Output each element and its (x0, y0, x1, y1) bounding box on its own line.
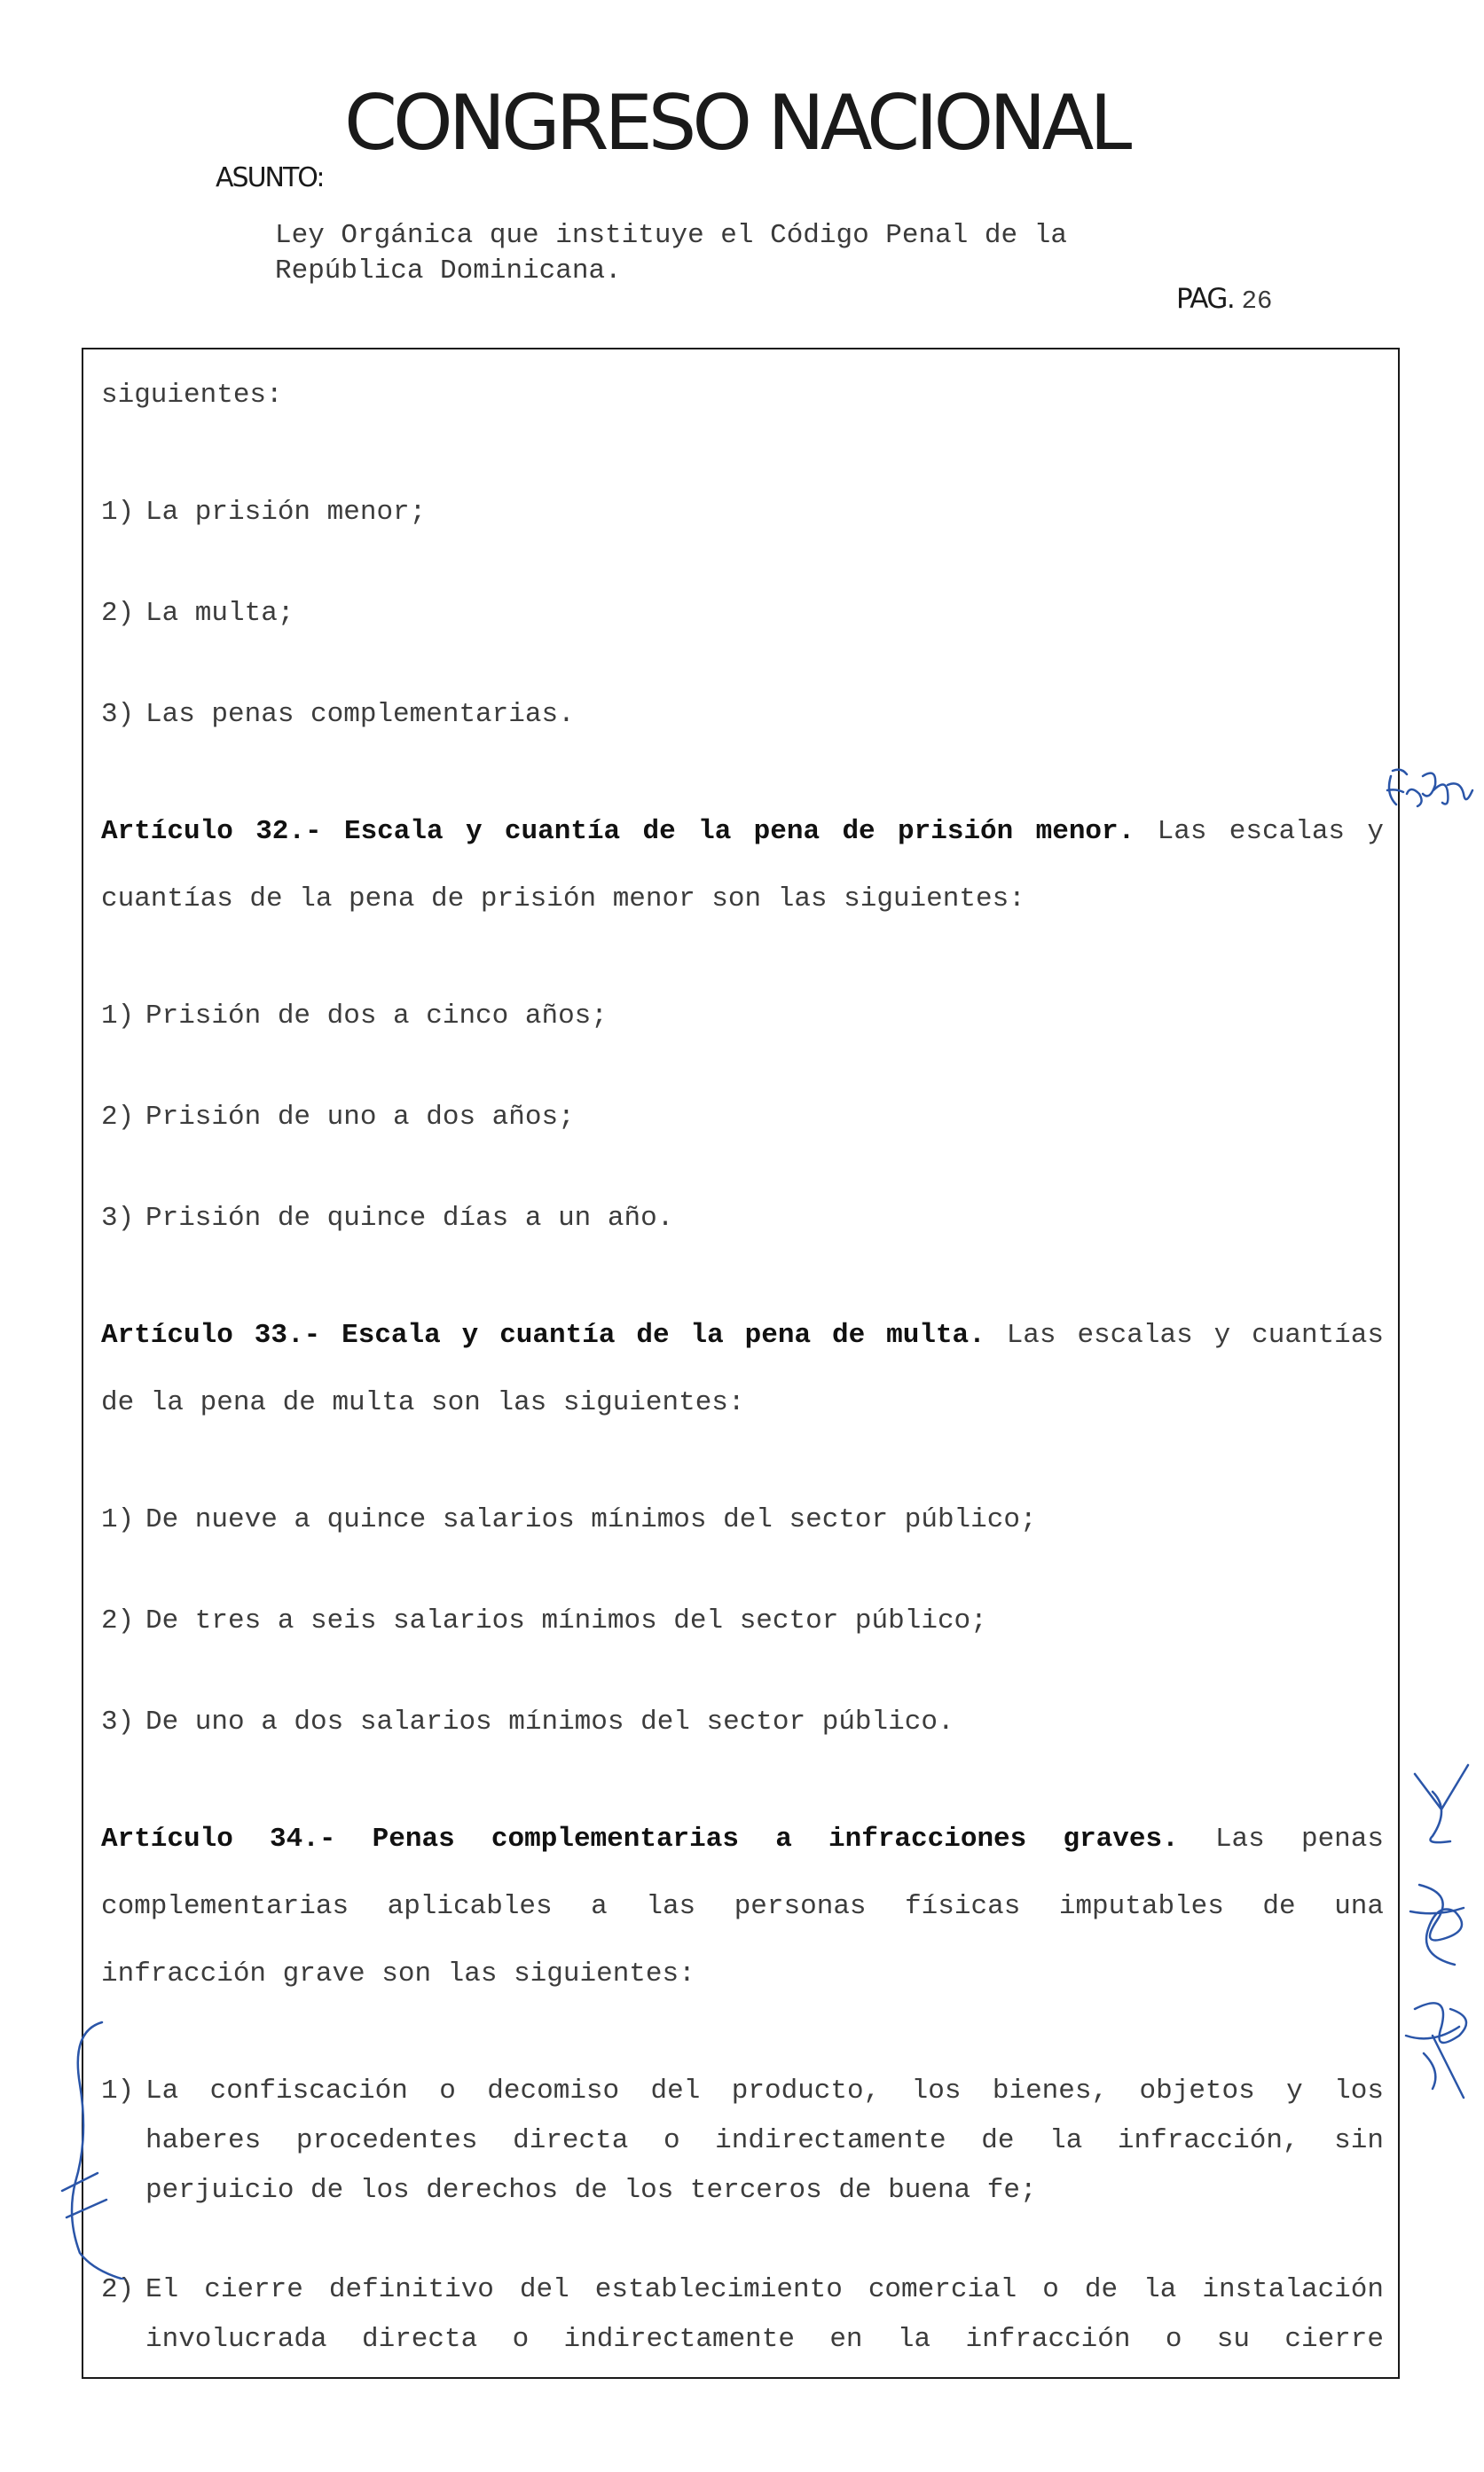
page-label: PAG. (1176, 283, 1235, 315)
article-34-text-1: Las penas (1214, 1824, 1384, 1855)
article-33-text-2: de la pena de multa son las siguientes: (101, 1387, 745, 1418)
item-text-line-1: La confiscación o decomiso del producto, los bienes, objetos y los (145, 2076, 1384, 2107)
list-item (101, 1002, 1384, 1030)
item-text: Prisión de quince días a un año. (145, 1203, 674, 1234)
article-32-heading: Artículo 32.- Escala y cuantía de la pena de prisión menor. (101, 816, 1135, 847)
item-text: La multa; (145, 598, 294, 629)
article-34-text-2: complementarias aplicables a las personas físicas imputables de una (101, 1891, 1384, 1922)
item-text: De nueve a quince salarios mínimos del sector público; (145, 1504, 1037, 1535)
handwritten-bracket (53, 2013, 142, 2280)
list-item (101, 1205, 1384, 1232)
item-number: 1) (101, 1504, 135, 1535)
item-text: De uno a dos salarios mínimos del sector público. (145, 1707, 954, 1738)
list-item (101, 701, 1384, 728)
item-text: La prisión menor; (145, 497, 427, 528)
item-number: 1) (101, 2076, 135, 2107)
item-number: 3) (101, 1707, 135, 1738)
article-33-heading: Artículo 33.- Escala y cuantía de la pena de multa. (101, 1320, 985, 1351)
list-item (101, 2276, 1384, 2303)
handwritten-initials-top (1384, 758, 1481, 829)
article-34-line-1 (101, 1825, 1384, 1853)
item-number: 2) (101, 2274, 135, 2305)
item-text-line-2: haberes procedentes directa o indirectamente de la infracción, sin (145, 2125, 1384, 2156)
page-number-value: 26 (1241, 286, 1273, 316)
subject-line-2: República Dominicana. (275, 255, 622, 286)
list-item-continuation (101, 2177, 1384, 2204)
intro-text: siguientes: (101, 380, 283, 411)
item-text: Prisión de dos a cinco años; (145, 1001, 608, 1032)
item-text: Las penas complementarias. (145, 699, 575, 730)
subject-text (275, 218, 1067, 289)
congress-title: CONGRESO NACIONAL (344, 79, 1128, 168)
item-number: 3) (101, 1203, 135, 1234)
article-33-line-1 (101, 1322, 1384, 1349)
list-item (101, 1607, 1384, 1635)
content-frame (82, 348, 1400, 2379)
article-34-text-3: infracción grave son las siguientes: (101, 1958, 695, 1989)
article-32-text-2: cuantías de la pena de prisión menor son las siguientes: (101, 883, 1025, 914)
list-item (101, 600, 1384, 627)
item-text: Prisión de uno a dos años; (145, 1102, 575, 1133)
list-item-continuation (101, 2127, 1384, 2154)
item-text-line-3: perjuicio de los derechos de los terceros de buena fe; (145, 2175, 1037, 2206)
article-32-text-1: Las escalas y (1157, 816, 1384, 847)
article-34-heading: Artículo 34.- Penas complementarias a infracciones graves. (101, 1824, 1179, 1855)
item-number: 2) (101, 1102, 135, 1133)
list-item-continuation (101, 2326, 1384, 2353)
item-text-line-2: involucrada directa o indirectamente en la infracción o su cierre (145, 2324, 1384, 2355)
handwritten-mark-1 (1406, 1756, 1477, 1854)
asunto-label: ASUNTO: (216, 162, 324, 193)
article-33-text-1: Las escalas y cuantías (1006, 1320, 1384, 1351)
subject-line-1: Ley Orgánica que instituye el Código Penal de la (275, 220, 1067, 251)
item-text-line-1: El cierre definitivo del establecimiento comercial o de la instalación (145, 2274, 1384, 2305)
article-32-line-1 (101, 818, 1384, 845)
list-item (101, 1103, 1384, 1131)
list-item (101, 498, 1384, 526)
list-item (101, 2077, 1384, 2105)
list-item (101, 1708, 1384, 1736)
item-number: 2) (101, 598, 135, 629)
item-number: 3) (101, 699, 135, 730)
page-number (1176, 283, 1273, 316)
item-text: De tres a seis salarios mínimos del sector público; (145, 1605, 987, 1636)
list-item (101, 1506, 1384, 1534)
item-number: 1) (101, 1001, 135, 1032)
handwritten-signature-1 (1402, 1876, 1481, 1974)
handwritten-signature-2 (1397, 1982, 1481, 2107)
item-number: 2) (101, 1605, 135, 1636)
item-number: 1) (101, 497, 135, 528)
